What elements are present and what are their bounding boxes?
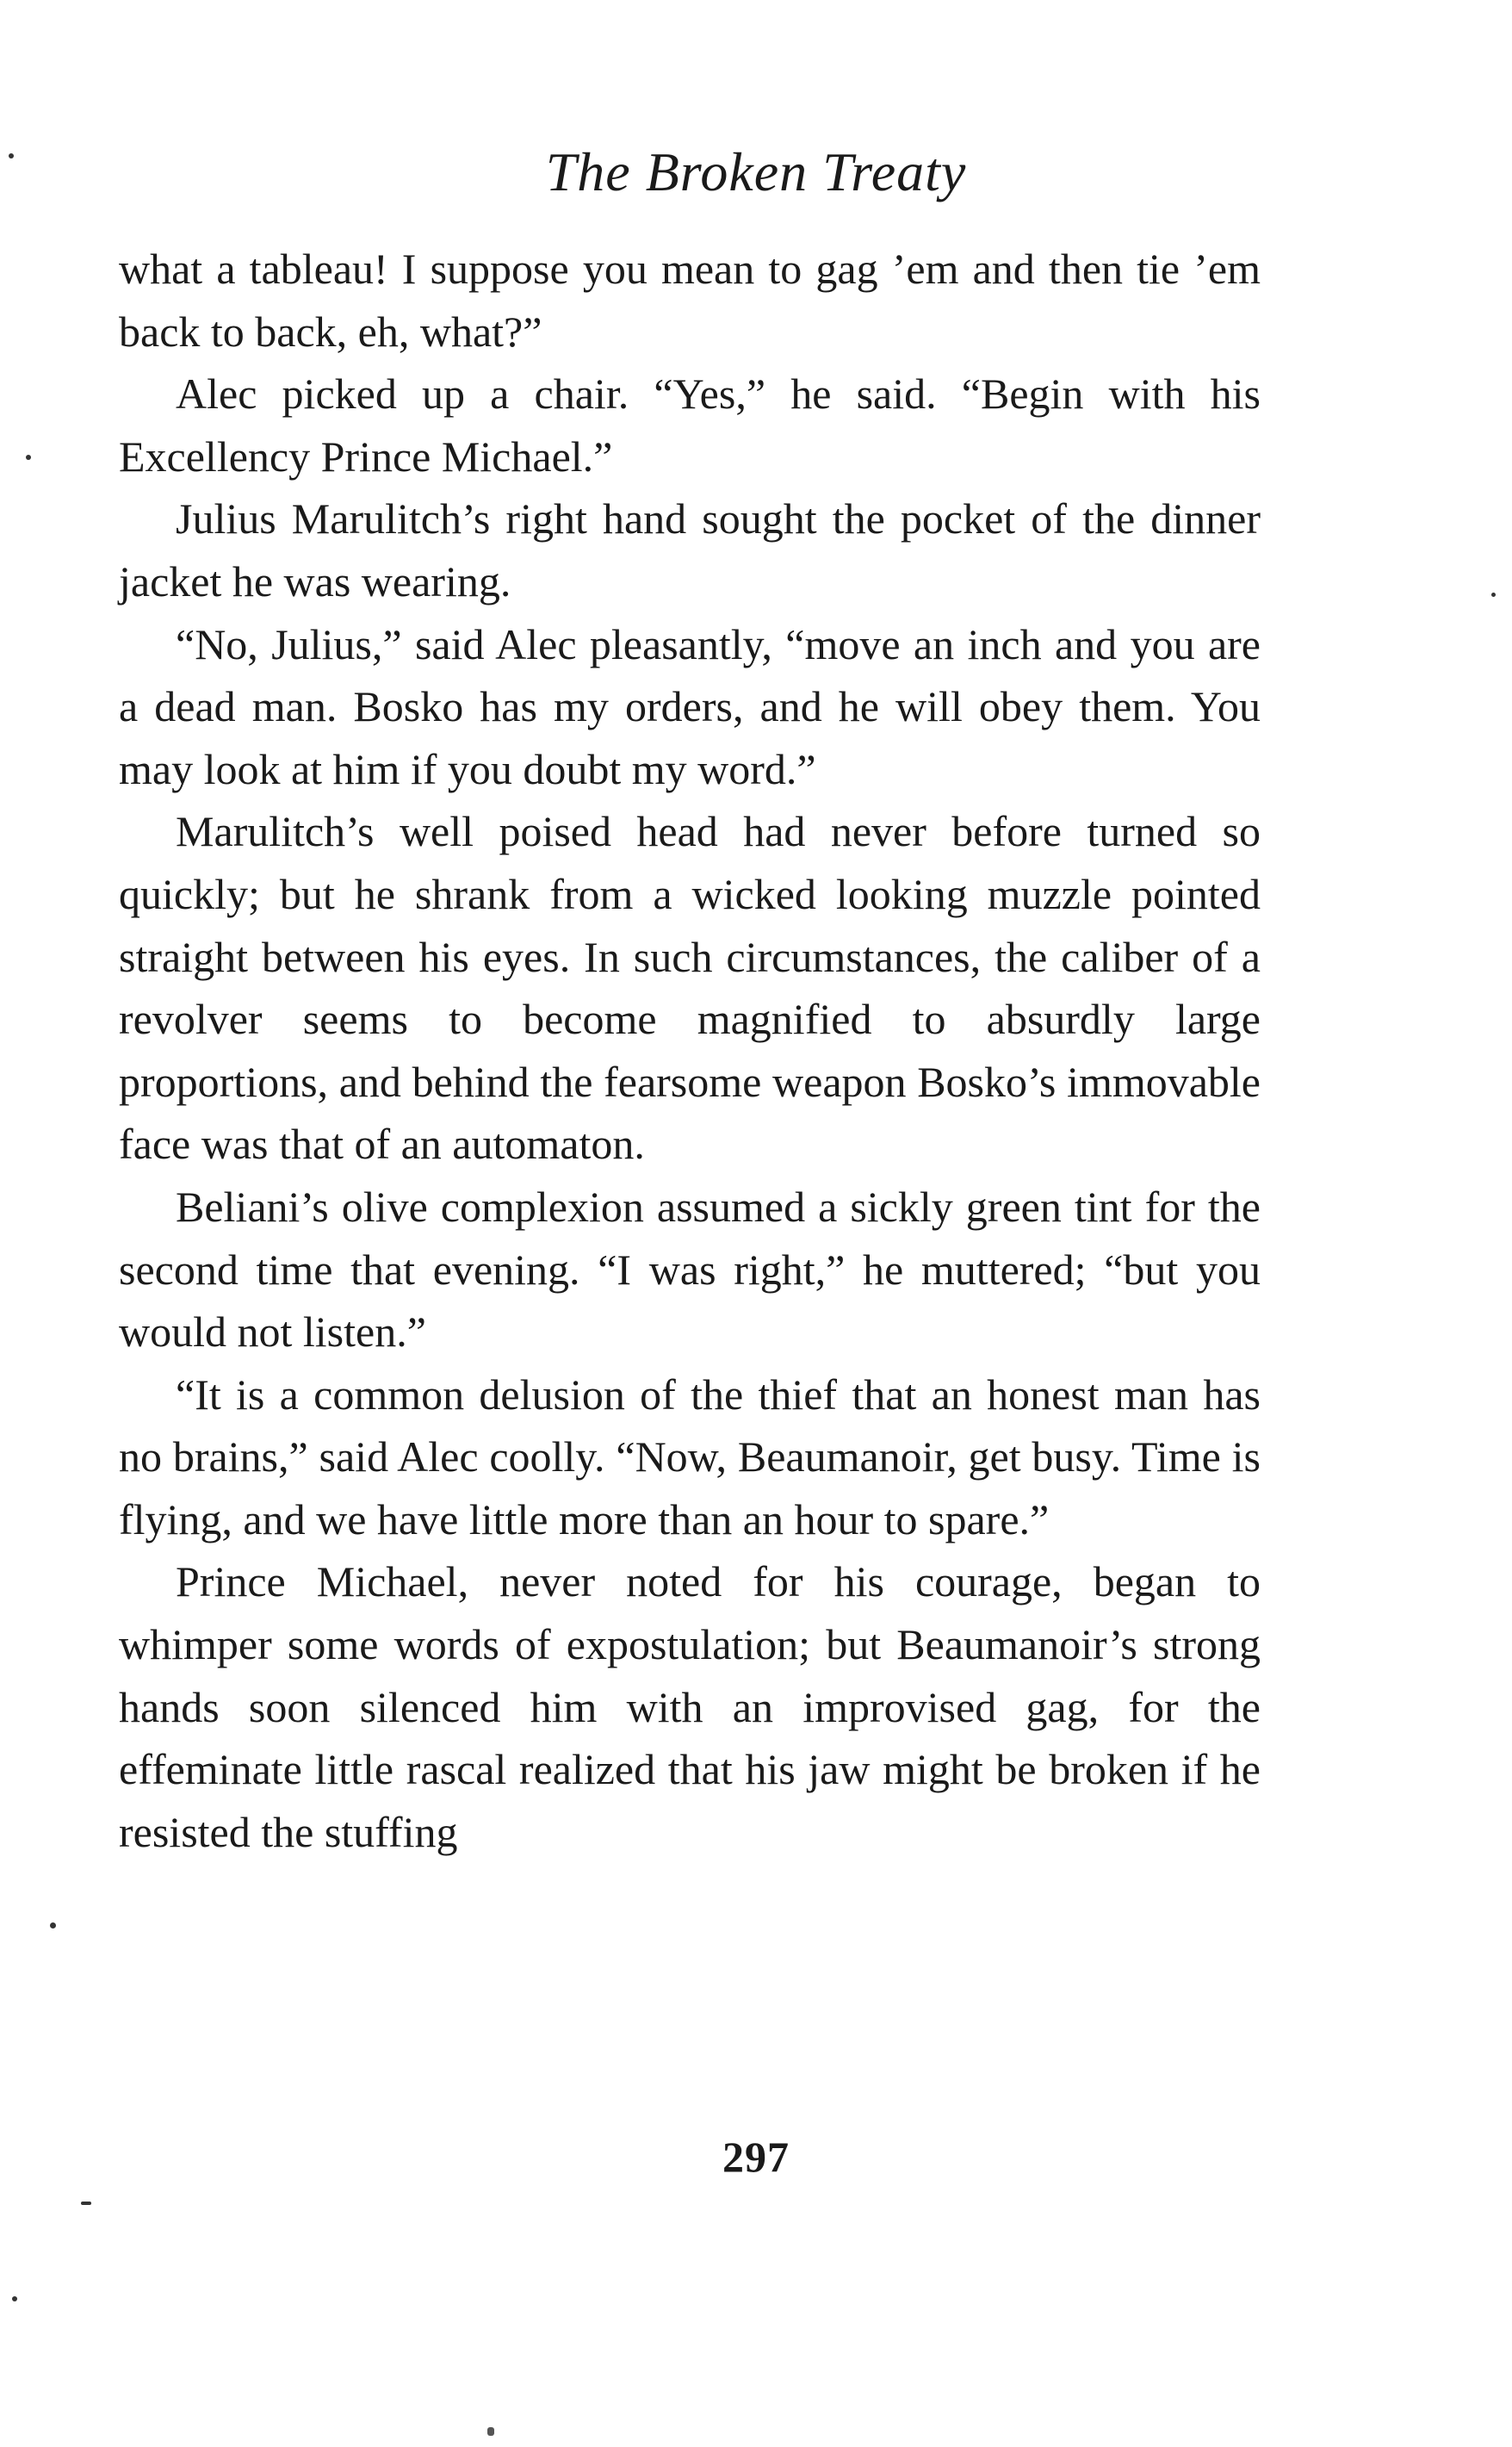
body-text <box>119 238 1261 1863</box>
scan-speck <box>26 455 31 460</box>
scan-speck <box>1491 593 1496 597</box>
paragraph: Beliani’s olive complexion assumed a sickly green tint for the second time that evening. “I was right,” he muttered; “but you would not listen.” <box>119 1182 1261 1357</box>
scan-speck <box>12 2296 17 2301</box>
scan-speck <box>9 153 14 158</box>
running-title: The Broken Treaty <box>545 141 967 202</box>
paragraph: “No, Julius,” said Alec pleasantly, “move an inch and you are a dead man. Bosko has my orders, and he will obey them. You may look at him if you doubt my word.” <box>119 619 1261 793</box>
paragraph: Prince Michael, never noted for his courage, began to whimper some words of expostulation; but Beaumanoir’s strong hands soon silenced him with an improvised gag, for the effeminate little rascal realized that his jaw might be broken if he resisted the stuffing <box>119 1557 1261 1856</box>
page-number: 297 <box>722 2133 790 2181</box>
paragraph: Marulitch’s well poised head had never before turned so quickly; but he shrank from a wicked looking muzzle pointed straight between his eyes. In such circumstances, the caliber of a revolver seems to become magnified to absurdly large proportions, and behind the fearsome weapon Bosko’s immovable face was that of an automaton. <box>119 807 1261 1169</box>
scan-speck <box>81 2202 91 2205</box>
paragraph: what a tableau! I suppose you mean to gag ’em and then tie ’em back to back, eh, what?” <box>119 245 1261 356</box>
paragraph: “It is a common delusion of the thief that an honest man has no brains,” said Alec coolly. “Now, Beaumanoir, get busy. Time is flying, and we have little more than an hour to spare.” <box>119 1369 1261 1543</box>
scan-speck <box>50 1922 56 1928</box>
paragraph: Julius Marulitch’s right hand sought the pocket of the dinner jacket he was wearing. <box>119 494 1261 606</box>
scan-speck <box>487 2427 494 2436</box>
paragraph: Alec picked up a chair. “Yes,” he said. “Begin with his Excellency Prince Michael.” <box>119 370 1261 481</box>
